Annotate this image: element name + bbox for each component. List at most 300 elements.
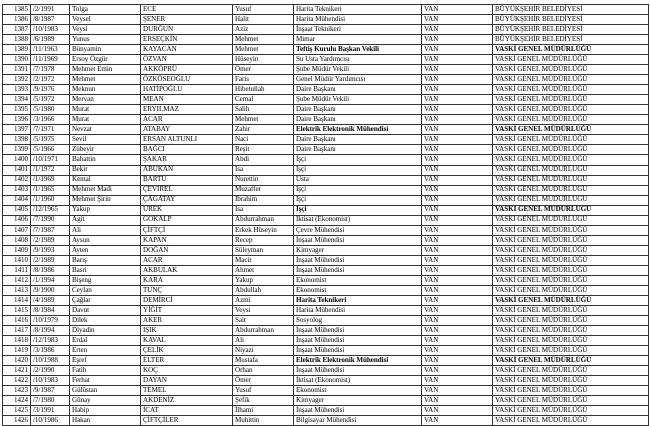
cell-title: Daire Başkanı	[294, 115, 422, 125]
cell-birth-date: /12/1983	[31, 336, 70, 346]
cell-title: Ekonomist	[294, 285, 422, 295]
cell-title: Elektrik Elektronik Mühendisi	[294, 356, 422, 366]
cell-title: İnşaat Mühendisi	[294, 336, 422, 346]
cell-title: İnşaat Mühendisi	[294, 366, 422, 376]
cell-last-name: ACAR	[141, 115, 233, 125]
cell-first-name: Diyadin	[70, 326, 141, 336]
cell-birth-date: /1/1994	[31, 275, 70, 285]
table-row	[3, 155, 649, 165]
cell-last-name: ATABAY	[141, 125, 233, 135]
cell-birth-date: /9/1993	[31, 245, 70, 255]
cell-province: VAN	[422, 275, 493, 285]
cell-birth-date: /3/1991	[31, 406, 70, 416]
cell-birth-date: /8/1987	[31, 15, 70, 25]
cell-province: VAN	[422, 386, 493, 396]
cell-institution: VASKİ GENEL MÜDÜRLÜĞÜ	[493, 195, 649, 205]
cell-birth-date: /10/1979	[31, 315, 70, 325]
cell-title: İnşaat Mühendisi	[294, 326, 422, 336]
table-row	[3, 366, 649, 376]
table-row	[3, 55, 649, 65]
cell-last-name: ERSAN ALTUNLI	[141, 135, 233, 145]
cell-sequence: 1403	[3, 185, 31, 195]
cell-first-name: Ayten	[70, 245, 141, 255]
table-row	[3, 315, 649, 325]
cell-first-name: Bişeng	[70, 275, 141, 285]
cell-sequence: 1423	[3, 386, 31, 396]
cell-province: VAN	[422, 255, 493, 265]
cell-province: VAN	[422, 215, 493, 225]
cell-last-name: ELTER	[141, 356, 233, 366]
cell-sequence: 1420	[3, 356, 31, 366]
table-row	[3, 285, 649, 295]
cell-title: İşçi	[294, 165, 422, 175]
cell-institution: VASKİ GENEL MÜDÜRLÜĞÜ	[493, 356, 649, 366]
cell-birth-date: /10/1971	[31, 155, 70, 165]
cell-last-name: KARA	[141, 275, 233, 285]
table-row	[3, 185, 649, 195]
table-row	[3, 25, 649, 35]
cell-title: Kimyager	[294, 396, 422, 406]
cell-first-name: Fatih	[70, 366, 141, 376]
cell-title: Sosyolog	[294, 315, 422, 325]
table-body	[3, 5, 649, 426]
cell-last-name: DURĞUN	[141, 25, 233, 35]
cell-birth-date: /2/1972	[31, 75, 70, 85]
table-row	[3, 125, 649, 135]
cell-father-name: Muzaffer	[233, 185, 294, 195]
cell-province: VAN	[422, 135, 493, 145]
cell-province: VAN	[422, 225, 493, 235]
table-row	[3, 346, 649, 356]
cell-birth-date: /9/1900	[31, 285, 70, 295]
cell-last-name: AKDENİZ	[141, 396, 233, 406]
cell-father-name: Yusuf	[233, 386, 294, 396]
cell-last-name: KAVAL	[141, 336, 233, 346]
cell-last-name: KAPAN	[141, 235, 233, 245]
cell-title: Harita Mühendisi	[294, 305, 422, 315]
cell-father-name: Mehmet	[233, 35, 294, 45]
cell-title: Daire Başkanı	[294, 85, 422, 95]
cell-institution: VASKİ GENEL MÜDÜRLÜĞÜ	[493, 65, 649, 75]
cell-title: İşçi	[294, 185, 422, 195]
cell-last-name: DOĞAN	[141, 245, 233, 255]
cell-title: İnşaat Mühendisi	[294, 346, 422, 356]
cell-institution: VASKİ GENEL MÜDÜRLÜĞÜ	[493, 75, 649, 85]
cell-sequence: 1426	[3, 416, 31, 426]
cell-birth-date: /1/1972	[31, 165, 70, 175]
table-row	[3, 305, 649, 315]
cell-sequence: 1397	[3, 125, 31, 135]
cell-title: Mimar	[294, 35, 422, 45]
cell-father-name: Veysi	[233, 305, 294, 315]
cell-sequence: 1416	[3, 315, 31, 325]
cell-last-name: ERYILMAZ	[141, 105, 233, 115]
cell-first-name: Yunus	[70, 35, 141, 45]
cell-last-name: HATİPOĞLU	[141, 85, 233, 95]
cell-sequence: 1425	[3, 406, 31, 416]
cell-birth-date: /6/1989	[31, 35, 70, 45]
cell-institution: VASKİ GENEL MÜDÜRLÜĞÜ	[493, 135, 649, 145]
cell-province: VAN	[422, 205, 493, 215]
cell-institution: VASKİ GENEL MÜDÜRLÜĞÜ	[493, 376, 649, 386]
cell-title: Harita Mühendisi	[294, 15, 422, 25]
cell-birth-date: /1/1960	[31, 195, 70, 205]
personnel-roster-table	[2, 4, 649, 426]
cell-province: VAN	[422, 145, 493, 155]
cell-last-name: DAYAN	[141, 376, 233, 386]
cell-institution: VASKİ GENEL MÜDÜRLÜĞÜ	[493, 105, 649, 115]
cell-father-name: Cemal	[233, 95, 294, 105]
cell-province: VAN	[422, 326, 493, 336]
cell-father-name: Ali	[233, 336, 294, 346]
cell-father-name: Mehmet	[233, 115, 294, 125]
cell-birth-date: /1/1965	[31, 185, 70, 195]
cell-institution: VASKİ GENEL MÜDÜRLÜĞÜ	[493, 155, 649, 165]
cell-last-name: BAĞCI	[141, 145, 233, 155]
cell-province: VAN	[422, 95, 493, 105]
cell-first-name: Ersoy Özgür	[70, 55, 141, 65]
cell-last-name: ÇİFTÇİLER	[141, 416, 233, 426]
cell-last-name: BARTU	[141, 175, 233, 185]
cell-birth-date: /10/1988	[31, 356, 70, 366]
cell-institution: VASKİ GENEL MÜDÜRLÜĞÜ	[493, 416, 649, 426]
cell-sequence: 1409	[3, 245, 31, 255]
cell-province: VAN	[422, 5, 493, 15]
cell-title: İnşaat Teknikeri	[294, 25, 422, 35]
cell-province: VAN	[422, 315, 493, 325]
cell-institution: VASKİ GENEL MÜDÜRLÜĞÜ	[493, 315, 649, 325]
cell-father-name: Nurettin	[233, 175, 294, 185]
cell-title: İktisat (Ekonomist)	[294, 376, 422, 386]
cell-institution: VASKİ GENEL MÜDÜRLÜĞÜ	[493, 326, 649, 336]
cell-father-name: İlhami	[233, 406, 294, 416]
cell-title: İktisat (Ekonomist)	[294, 215, 422, 225]
cell-first-name: Murat	[70, 105, 141, 115]
table-row	[3, 115, 649, 125]
cell-last-name: ACAR	[141, 255, 233, 265]
cell-birth-date: /8/1984	[31, 305, 70, 315]
table-row	[3, 175, 649, 185]
cell-sequence: 1411	[3, 265, 31, 275]
cell-first-name: Bünyamin	[70, 45, 141, 55]
cell-birth-date: /12/1965	[31, 205, 70, 215]
cell-last-name: ÖZKÖSEOĞLU	[141, 75, 233, 85]
cell-institution: BÜYÜKŞEHİR BELEDİYESİ	[493, 15, 649, 25]
cell-father-name: Azmi	[233, 295, 294, 305]
cell-last-name: ÇİFTÇİ	[141, 225, 233, 235]
cell-father-name: Sait	[233, 315, 294, 325]
cell-first-name: Yakup	[70, 205, 141, 215]
cell-birth-date: /5/1975	[31, 135, 70, 145]
cell-last-name: ÇAĞATAY	[141, 195, 233, 205]
cell-province: VAN	[422, 35, 493, 45]
cell-father-name: İsa	[233, 165, 294, 175]
cell-last-name: ERSEÇKİN	[141, 35, 233, 45]
cell-province: VAN	[422, 55, 493, 65]
cell-father-name: Abdi	[233, 155, 294, 165]
cell-last-name: ECE	[141, 5, 233, 15]
cell-sequence: 1387	[3, 25, 31, 35]
cell-first-name: Tolga	[70, 5, 141, 15]
cell-birth-date: /5/1972	[31, 95, 70, 105]
cell-last-name: ÇELİK	[141, 346, 233, 356]
cell-sequence: 1386	[3, 15, 31, 25]
cell-last-name: ÜREK	[141, 205, 233, 215]
cell-province: VAN	[422, 396, 493, 406]
table-row	[3, 215, 649, 225]
table-row	[3, 396, 649, 406]
cell-province: VAN	[422, 125, 493, 135]
table-row	[3, 65, 649, 75]
cell-institution: VASKİ GENEL MÜDÜRLÜĞÜ	[493, 235, 649, 245]
cell-institution: VASKİ GENEL MÜDÜRLÜĞÜ	[493, 215, 649, 225]
cell-father-name: Ömer	[233, 376, 294, 386]
cell-institution: VASKİ GENEL MÜDÜRLÜĞÜ	[493, 145, 649, 155]
cell-province: VAN	[422, 25, 493, 35]
cell-first-name: Veysi	[70, 25, 141, 35]
cell-last-name: IŞIK	[141, 326, 233, 336]
cell-father-name: Niyazi	[233, 346, 294, 356]
cell-institution: VASKİ GENEL MÜDÜRLÜĞÜ	[493, 305, 649, 315]
cell-first-name: Aysun	[70, 235, 141, 245]
table-row	[3, 105, 649, 115]
cell-institution: VASKİ GENEL MÜDÜRLÜĞÜ	[493, 295, 649, 305]
cell-father-name: İbrahim	[233, 195, 294, 205]
cell-father-name: Zahir	[233, 125, 294, 135]
cell-province: VAN	[422, 285, 493, 295]
cell-first-name: Eşref	[70, 356, 141, 366]
cell-title: İşçi	[294, 195, 422, 205]
cell-first-name: Çağlar	[70, 295, 141, 305]
table-row	[3, 95, 649, 105]
cell-institution: BÜYÜKŞEHİR BELEDİYESİ	[493, 5, 649, 15]
cell-institution: VASKİ GENEL MÜDÜRLÜĞÜ	[493, 55, 649, 65]
table-row	[3, 295, 649, 305]
cell-sequence: 1400	[3, 155, 31, 165]
table-row	[3, 336, 649, 346]
table-row	[3, 225, 649, 235]
cell-birth-date: /11/1963	[31, 45, 70, 55]
cell-father-name: Hibetullah	[233, 85, 294, 95]
table-row	[3, 356, 649, 366]
cell-first-name: Ali	[70, 225, 141, 235]
table-row	[3, 416, 649, 426]
cell-father-name: Ömer	[233, 65, 294, 75]
cell-sequence: 1407	[3, 225, 31, 235]
cell-province: VAN	[422, 416, 493, 426]
cell-last-name: ÇEVİREL	[141, 185, 233, 195]
cell-sequence: 1408	[3, 235, 31, 245]
cell-birth-date: /7/1978	[31, 65, 70, 75]
cell-first-name: Nevzat	[70, 125, 141, 135]
cell-first-name: Erten	[70, 346, 141, 356]
cell-first-name: Sevil	[70, 135, 141, 145]
cell-birth-date: /2/1989	[31, 235, 70, 245]
cell-birth-date: /2/1991	[31, 5, 70, 15]
cell-sequence: 1418	[3, 336, 31, 346]
table-row	[3, 245, 649, 255]
table-row	[3, 406, 649, 416]
cell-last-name: AKER	[141, 315, 233, 325]
cell-province: VAN	[422, 406, 493, 416]
cell-father-name: Halit	[233, 15, 294, 25]
table-row	[3, 326, 649, 336]
cell-sequence: 1422	[3, 376, 31, 386]
cell-province: VAN	[422, 336, 493, 346]
cell-institution: VASKİ GENEL MÜDÜRLÜĞÜ	[493, 336, 649, 346]
table-row	[3, 15, 649, 25]
cell-first-name: Erdal	[70, 336, 141, 346]
cell-birth-date: /2/1989	[31, 255, 70, 265]
cell-birth-date: /7/1980	[31, 396, 70, 406]
cell-last-name: TUNÇ	[141, 285, 233, 295]
cell-sequence: 1389	[3, 45, 31, 55]
cell-birth-date: /7/1971	[31, 125, 70, 135]
cell-sequence: 1404	[3, 195, 31, 205]
cell-title: Daire Başkanı	[294, 105, 422, 115]
cell-first-name: Habip	[70, 406, 141, 416]
cell-institution: VASKİ GENEL MÜDÜRLÜĞÜ	[493, 95, 649, 105]
cell-province: VAN	[422, 376, 493, 386]
cell-sequence: 1412	[3, 275, 31, 285]
cell-father-name: Aziz	[233, 25, 294, 35]
cell-province: VAN	[422, 195, 493, 205]
table-row	[3, 376, 649, 386]
cell-institution: VASKİ GENEL MÜDÜRLÜĞÜ	[493, 386, 649, 396]
cell-sequence: 1406	[3, 215, 31, 225]
cell-institution: VASKİ GENEL MÜDÜRLÜĞÜ	[493, 125, 649, 135]
cell-birth-date: /7/1990	[31, 215, 70, 225]
cell-province: VAN	[422, 175, 493, 185]
table-row	[3, 135, 649, 145]
cell-sequence: 1417	[3, 326, 31, 336]
cell-last-name: DEMİRCİ	[141, 295, 233, 305]
table-row	[3, 165, 649, 175]
cell-institution: VASKİ GENEL MÜDÜRLÜĞÜ	[493, 115, 649, 125]
cell-last-name: ABUKAN	[141, 165, 233, 175]
cell-province: VAN	[422, 155, 493, 165]
cell-sequence: 1413	[3, 285, 31, 295]
cell-birth-date: /2/1990	[31, 366, 70, 376]
table-row	[3, 35, 649, 45]
cell-sequence: 1424	[3, 396, 31, 406]
cell-last-name: ŞENER	[141, 15, 233, 25]
cell-first-name: Murat	[70, 115, 141, 125]
cell-institution: VASKİ GENEL MÜDÜRLÜĞÜ	[493, 265, 649, 275]
cell-sequence: 1402	[3, 175, 31, 185]
cell-last-name: GÖKALP	[141, 215, 233, 225]
cell-last-name: İCAT	[141, 406, 233, 416]
cell-father-name: Salih	[233, 105, 294, 115]
cell-institution: VASKİ GENEL MÜDÜRLÜĞÜ	[493, 165, 649, 175]
cell-birth-date: /5/1980	[31, 105, 70, 115]
cell-province: VAN	[422, 165, 493, 175]
cell-province: VAN	[422, 265, 493, 275]
cell-institution: VASKİ GENEL MÜDÜRLÜĞÜ	[493, 275, 649, 285]
cell-institution: BÜYÜKŞEHİR BELEDİYESİ	[493, 35, 649, 45]
cell-last-name: ŞAKAR	[141, 155, 233, 165]
cell-last-name: YİĞİT	[141, 305, 233, 315]
table-row	[3, 255, 649, 265]
table-row	[3, 45, 649, 55]
cell-institution: VASKİ GENEL MÜDÜRLÜĞÜ	[493, 285, 649, 295]
cell-title: Şube Müdür Vekili	[294, 65, 422, 75]
cell-province: VAN	[422, 245, 493, 255]
cell-title: Daire Başkanı	[294, 135, 422, 145]
cell-last-name: ÖZVAN	[141, 55, 233, 65]
cell-birth-date: /4/1989	[31, 295, 70, 305]
cell-sequence: 1392	[3, 75, 31, 85]
cell-province: VAN	[422, 356, 493, 366]
table-row	[3, 265, 649, 275]
cell-father-name: Erkek Hüseyin	[233, 225, 294, 235]
cell-father-name: Yakup	[233, 275, 294, 285]
cell-father-name: Yusuf	[233, 5, 294, 15]
cell-father-name: Reşit	[233, 145, 294, 155]
cell-title: İnşaat Mühendisi	[294, 265, 422, 275]
table-row	[3, 205, 649, 215]
cell-last-name: AKKÖPRÜ	[141, 65, 233, 75]
cell-sequence: 1415	[3, 305, 31, 315]
cell-first-name: Dilek	[70, 315, 141, 325]
cell-institution: VASKİ GENEL MÜDÜRLÜĞÜ	[493, 225, 649, 235]
table-row	[3, 386, 649, 396]
cell-title: Çevre Mühendisi	[294, 225, 422, 235]
cell-last-name: TEMEL	[141, 386, 233, 396]
cell-first-name: Günay	[70, 396, 141, 406]
cell-birth-date: /10/1983	[31, 25, 70, 35]
cell-sequence: 1390	[3, 55, 31, 65]
cell-title: Elektrik Elektronik Mühendisi	[294, 125, 422, 135]
cell-province: VAN	[422, 15, 493, 25]
cell-father-name: Macit	[233, 255, 294, 265]
cell-first-name: Gülüstan	[70, 386, 141, 396]
cell-sequence: 1399	[3, 145, 31, 155]
cell-province: VAN	[422, 65, 493, 75]
cell-institution: VASKİ GENEL MÜDÜRLÜĞÜ	[493, 205, 649, 215]
cell-sequence: 1385	[3, 5, 31, 15]
cell-first-name: Ceylan	[70, 285, 141, 295]
cell-province: VAN	[422, 305, 493, 315]
cell-province: VAN	[422, 45, 493, 55]
table-row	[3, 75, 649, 85]
cell-birth-date: /5/1966	[31, 145, 70, 155]
cell-province: VAN	[422, 115, 493, 125]
cell-institution: VASKİ GENEL MÜDÜRLÜĞÜ	[493, 85, 649, 95]
cell-institution: BÜYÜKŞEHİR BELEDİYESİ	[493, 25, 649, 35]
cell-birth-date: /10/1986	[31, 416, 70, 426]
cell-father-name: Şefik	[233, 396, 294, 406]
cell-province: VAN	[422, 105, 493, 115]
cell-last-name: AKBULAK	[141, 265, 233, 275]
table-row	[3, 5, 649, 15]
cell-birth-date: /9/1976	[31, 85, 70, 95]
cell-sequence: 1395	[3, 105, 31, 115]
cell-father-name: Muhittin	[233, 416, 294, 426]
cell-province: VAN	[422, 85, 493, 95]
cell-father-name: Orhan	[233, 366, 294, 376]
cell-title: Teftiş Kurulu Başkan Vekili	[294, 45, 422, 55]
cell-father-name: Abdullah	[233, 285, 294, 295]
cell-birth-date: /11/1969	[31, 55, 70, 65]
cell-title: Daire Başkanı	[294, 145, 422, 155]
cell-institution: VASKİ GENEL MÜDÜRLÜĞÜ	[493, 366, 649, 376]
cell-title: Usta	[294, 175, 422, 185]
cell-first-name: Zübeyir	[70, 145, 141, 155]
cell-sequence: 1388	[3, 35, 31, 45]
cell-sequence: 1419	[3, 346, 31, 356]
cell-institution: VASKİ GENEL MÜDÜRLÜĞÜ	[493, 255, 649, 265]
